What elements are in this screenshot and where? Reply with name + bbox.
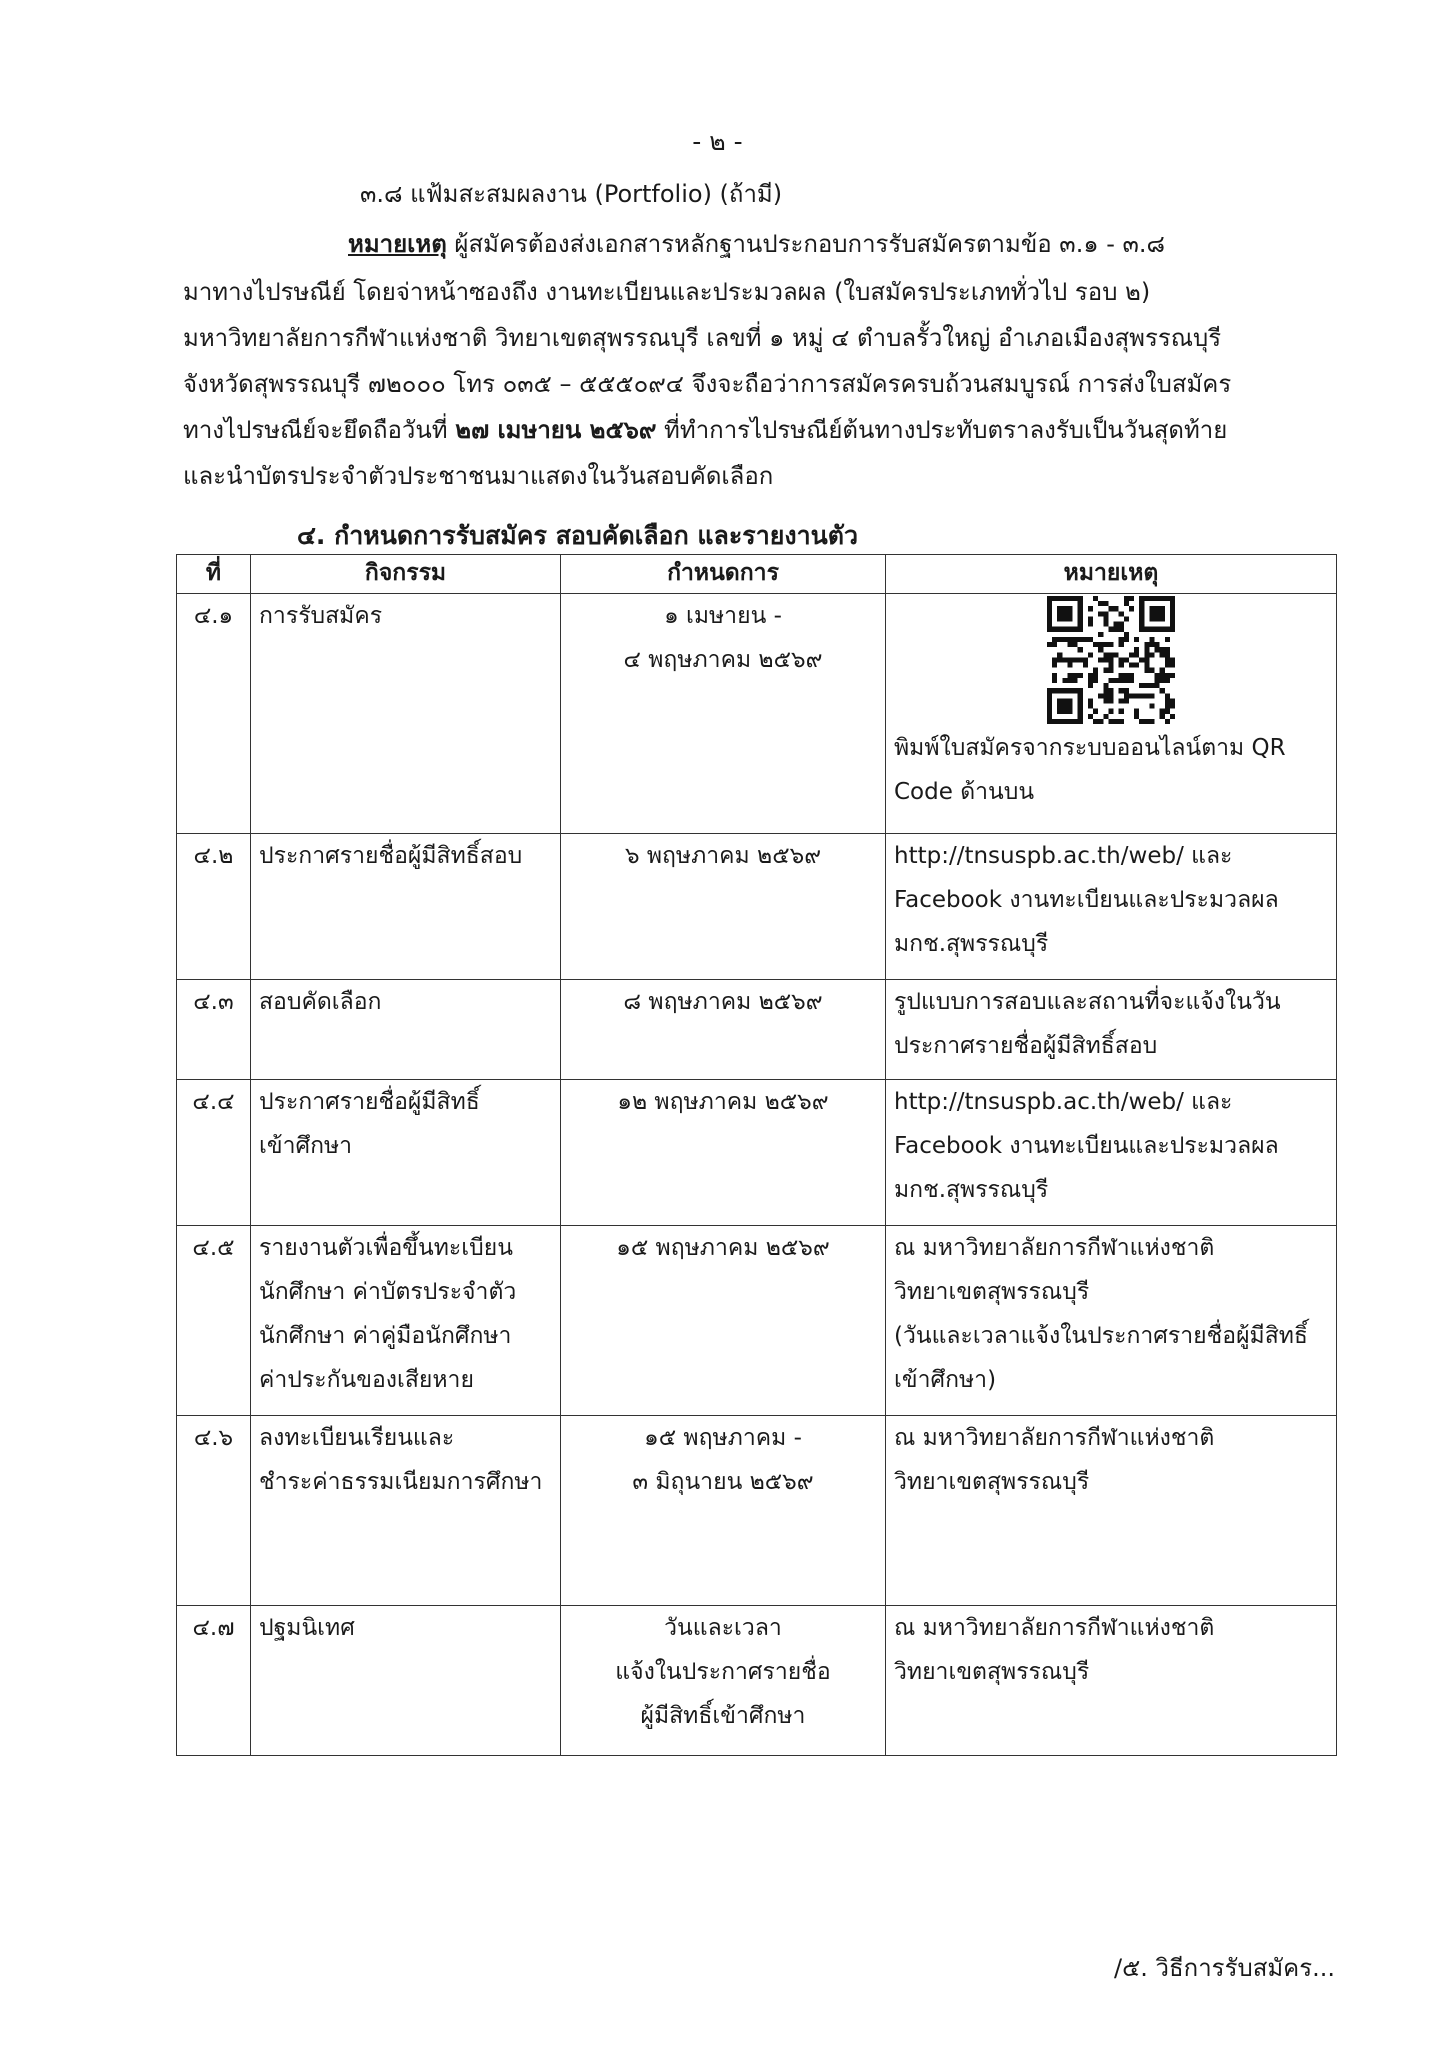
header-note: หมายเหตุ <box>886 555 1337 594</box>
note-cell-line: http://tnsuspb.ac.th/web/ และ <box>894 843 1233 869</box>
activity-cell-line: นักศึกษา ค่าบัตรประจำตัว <box>259 1279 517 1305</box>
note-cell-line: มกช.สุพรรณบุรี <box>894 931 1049 957</box>
page-number: - ๒ - <box>692 127 743 156</box>
activity-cell-line: ปฐมนิเทศ <box>259 1615 355 1641</box>
note-cell-line: พิมพ์ใบสมัครจากระบบออนไลน์ตาม QR <box>894 735 1286 761</box>
date-cell-line: ๑๕ พฤษภาคม - <box>644 1425 802 1451</box>
date-cell-line: ผู้มีสิทธิ์เข้าศึกษา <box>640 1703 806 1729</box>
date-cell-line: วันและเวลา <box>664 1615 782 1641</box>
date-cell <box>561 1606 886 1756</box>
row-number: ๔.๓ <box>177 980 251 1080</box>
activity-cell <box>251 1416 561 1606</box>
date-cell-line: ๑๒ พฤษภาคม ๒๕๖๙ <box>617 1089 829 1115</box>
activity-cell <box>251 1080 561 1226</box>
date-cell <box>561 1080 886 1226</box>
note-cell-line: Facebook งานทะเบียนและประมวลผล <box>894 887 1279 913</box>
activity-cell-line: ประกาศรายชื่อผู้มีสิทธิ์ <box>259 1089 480 1115</box>
activity-cell-line: สอบคัดเลือก <box>259 989 382 1015</box>
table-row <box>177 1416 1337 1606</box>
date-cell-line: ๘ พฤษภาคม ๒๕๖๙ <box>623 989 823 1015</box>
activity-cell-line: นักศึกษา ค่าคู่มือนักศึกษา <box>259 1323 512 1349</box>
header-date: กำหนดการ <box>561 555 886 594</box>
note-label: หมายเหตุ <box>348 230 447 258</box>
schedule-table <box>176 554 1337 1756</box>
activity-cell-line: ลงทะเบียนเรียนและ <box>259 1425 455 1451</box>
note-line-5-pre: ทางไปรษณีย์จะยึดถือวันที่ <box>183 416 456 444</box>
note-cell-line: รูปแบบการสอบและสถานที่จะแจ้งในวัน <box>894 989 1281 1015</box>
table-header-row <box>177 555 1337 594</box>
section-title: ๔. กำหนดการรับสมัคร สอบคัดเลือก และรายงานตัว <box>297 521 858 550</box>
row-number: ๔.๒ <box>177 834 251 980</box>
note-cell-line: ประกาศรายชื่อผู้มีสิทธิ์สอบ <box>894 1033 1158 1059</box>
date-cell <box>561 980 886 1080</box>
activity-cell-line: การรับสมัคร <box>259 603 383 629</box>
note-cell <box>886 1416 1337 1606</box>
table-row <box>177 1606 1337 1756</box>
note-line-5 <box>183 414 1227 446</box>
note-line-1 <box>348 228 1165 260</box>
note-line-3: มหาวิทยาลัยการกีฬาแห่งชาติ วิทยาเขตสุพรรณบุรี เลขที่ ๑ หมู่ ๔ ตำบลรั้วใหญ่ อำเภอเมืองสุพรรณบุรี <box>183 324 1222 352</box>
date-cell <box>561 1226 886 1416</box>
activity-cell <box>251 1226 561 1416</box>
note-cell-line: วิทยาเขตสุพรรณบุรี <box>894 1279 1090 1305</box>
note-cell-line: ณ มหาวิทยาลัยการกีฬาแห่งชาติ <box>894 1425 1215 1451</box>
note-cell-line: ณ มหาวิทยาลัยการกีฬาแห่งชาติ <box>894 1615 1215 1641</box>
note-cell <box>886 980 1337 1080</box>
note-cell <box>886 1080 1337 1226</box>
note-cell <box>886 594 1337 834</box>
note-cell-line: มกช.สุพรรณบุรี <box>894 1177 1049 1203</box>
date-cell-line: ๓ มิถุนายน ๒๕๖๙ <box>632 1469 814 1495</box>
note-cell-line: http://tnsuspb.ac.th/web/ และ <box>894 1089 1233 1115</box>
note-line-2: มาทางไปรษณีย์ โดยจ่าหน้าซองถึง งานทะเบียนและประมวลผล (ใบสมัครประเภททั่วไป รอบ ๒) <box>183 278 1151 306</box>
date-cell <box>561 834 886 980</box>
activity-cell-line: ชำระค่าธรรมเนียมการศึกษา <box>259 1469 543 1495</box>
date-cell-line: ๑ เมษายน - <box>664 603 782 629</box>
activity-cell-line: เข้าศึกษา <box>259 1133 353 1159</box>
table-row <box>177 1226 1337 1416</box>
header-activity: กิจกรรม <box>251 555 561 594</box>
note-line-1-text: ผู้สมัครต้องส่งเอกสารหลักฐานประกอบการรับสมัครตามข้อ ๓.๑ - ๓.๘ <box>446 230 1166 258</box>
row-number: ๔.๕ <box>177 1226 251 1416</box>
note-cell <box>886 1226 1337 1416</box>
deadline-date: ๒๗ เมษายน ๒๕๖๙ <box>455 416 657 444</box>
table-row <box>177 980 1337 1080</box>
note-line-6: และนำบัตรประจำตัวประชาชนมาแสดงในวันสอบคัดเลือก <box>183 462 774 490</box>
row-number: ๔.๖ <box>177 1416 251 1606</box>
activity-cell-line: ประกาศรายชื่อผู้มีสิทธิ์สอบ <box>259 843 523 869</box>
activity-cell <box>251 834 561 980</box>
note-cell-line: ณ มหาวิทยาลัยการกีฬาแห่งชาติ <box>894 1235 1215 1261</box>
table-row <box>177 834 1337 980</box>
table-row <box>177 594 1337 834</box>
row-number: ๔.๑ <box>177 594 251 834</box>
row-number: ๔.๔ <box>177 1080 251 1226</box>
note-cell-line: Facebook งานทะเบียนและประมวลผล <box>894 1133 1279 1159</box>
qr-code-icon[interactable] <box>894 594 1328 726</box>
date-cell <box>561 1416 886 1606</box>
note-cell <box>886 834 1337 980</box>
table-row <box>177 1080 1337 1226</box>
activity-cell-line: ค่าประกันของเสียหาย <box>259 1367 474 1393</box>
date-cell <box>561 594 886 834</box>
date-cell-line: แจ้งในประกาศรายชื่อ <box>615 1659 831 1685</box>
note-line-5-post: ที่ทำการไปรษณีย์ต้นทางประทับตราลงรับเป็นวันสุดท้าย <box>656 416 1228 444</box>
note-cell-line: วิทยาเขตสุพรรณบุรี <box>894 1469 1090 1495</box>
header-no: ที่ <box>177 555 251 594</box>
note-cell-line: วิทยาเขตสุพรรณบุรี <box>894 1659 1090 1685</box>
date-cell-line: ๖ พฤษภาคม ๒๕๖๙ <box>624 843 822 869</box>
date-cell-line: ๔ พฤษภาคม ๒๕๖๙ <box>623 647 823 673</box>
note-line-4: จังหวัดสุพรรณบุรี ๗๒๐๐๐ โทร ๐๓๕ – ๕๕๕๐๙๔ จึงจะถือว่าการสมัครครบถ้วนสมบูรณ์ การส่งใบสมัคร <box>183 370 1232 398</box>
note-cell-line: เข้าศึกษา) <box>894 1367 997 1393</box>
note-cell <box>886 1606 1337 1756</box>
note-cell-line: (วันและเวลาแจ้งในประกาศรายชื่อผู้มีสิทธิ์ <box>894 1323 1308 1349</box>
date-cell-line: ๑๕ พฤษภาคม ๒๕๖๙ <box>616 1235 830 1261</box>
continuation-footer: /๕. วิธีการรับสมัคร... <box>1114 1954 1335 1982</box>
item-3-8: ๓.๘ แฟ้มสะสมผลงาน (Portfolio) (ถ้ามี) <box>360 180 783 208</box>
activity-cell <box>251 980 561 1080</box>
activity-cell-line: รายงานตัวเพื่อขึ้นทะเบียน <box>259 1235 513 1261</box>
activity-cell <box>251 594 561 834</box>
note-cell-line: Code ด้านบน <box>894 779 1035 805</box>
activity-cell <box>251 1606 561 1756</box>
row-number: ๔.๗ <box>177 1606 251 1756</box>
